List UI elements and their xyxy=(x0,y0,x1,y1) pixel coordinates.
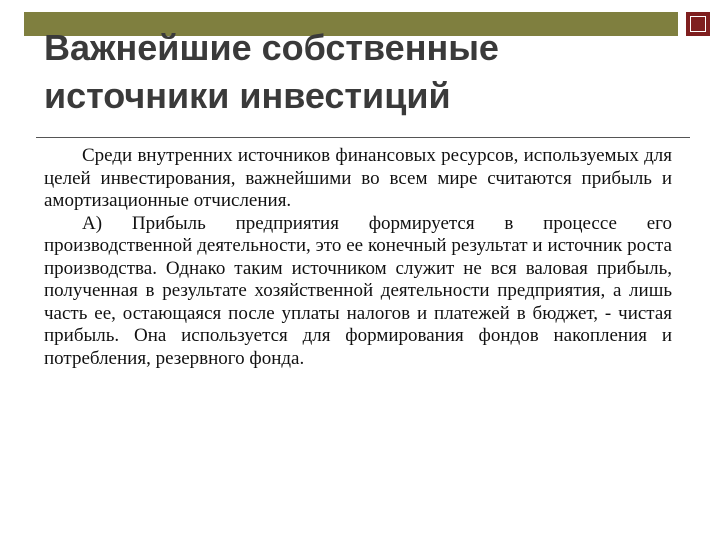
corner-square-outline xyxy=(690,16,706,32)
decorative-corner-square xyxy=(686,12,710,36)
body-paragraph-1: Среди внутренних источников финансовых ресурсов, используемых для целей инвестирования, важнейшими во всем мире считаются прибыль и амортизационные отчисления. xyxy=(44,145,672,211)
body-paragraph-2: А) Прибыль предприятия формируется в процессе его производственной деятельности, это ее конечный результат и источник роста производства. Однако таким источником служит не вся валовая прибыль, полученная в результате хозяйственной деятельности предприятия, а лишь часть ее, остающаяся после уплаты налогов и платежей в бюджет, - чистая прибыль. Она используется для формирования фондов накопления и потребления, резервного фонда. xyxy=(44,212,672,369)
slide-body xyxy=(44,145,672,370)
slide-title: Важнейшие собственные источники инвестиций xyxy=(44,27,499,116)
title-divider xyxy=(36,137,690,138)
